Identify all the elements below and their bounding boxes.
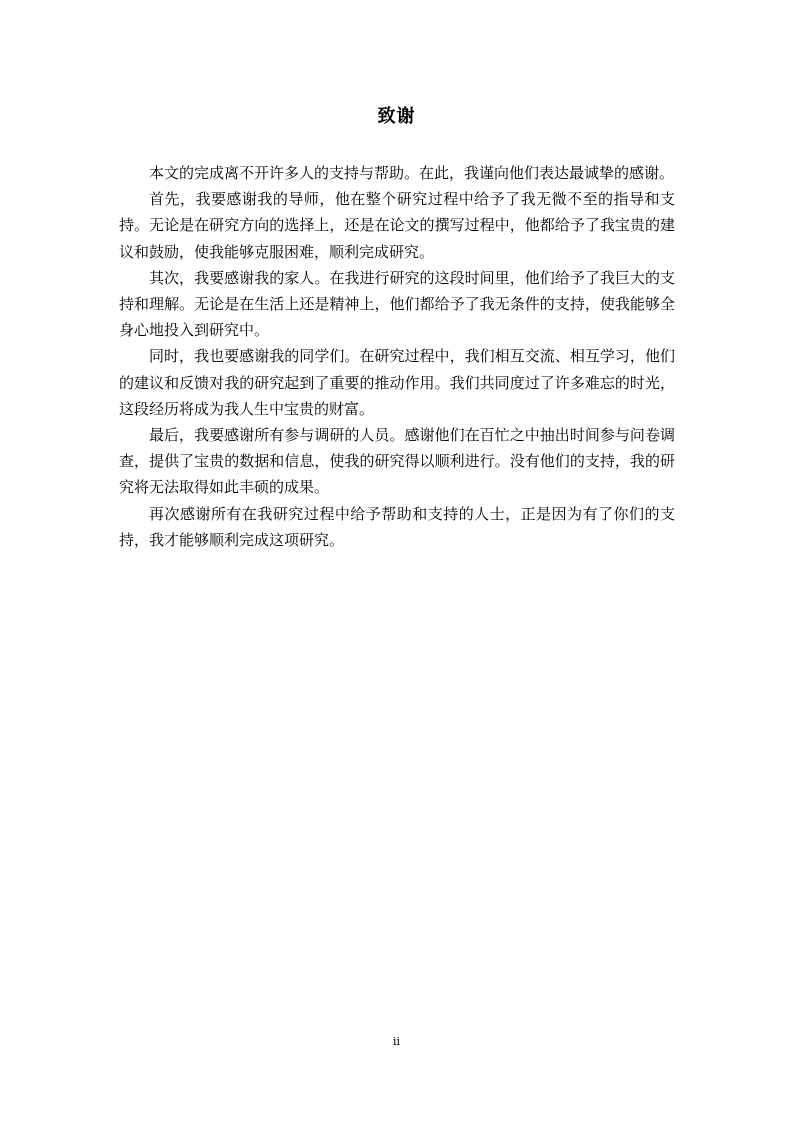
acknowledgement-body: [119, 160, 675, 553]
paragraph-advisor: 首先，我要感谢我的导师，他在整个研究过程中给予了我无微不至的指导和支持。无论是在研究方向的选择上，还是在论文的撰写过程中，他都给予了我宝贵的建议和鼓励，使我能够克服困难，顺利完成研究。: [119, 190, 675, 261]
page-number: ii: [392, 1035, 401, 1048]
paragraph-classmates: 同时，我也要感谢我的同学们。在研究过程中，我们相互交流、相互学习，他们的建议和反馈对我的研究起到了重要的推动作用。我们共同度过了许多难忘的时光，这段经历将成为我人生中宝贵的财富。: [119, 347, 675, 418]
paragraph-intro: 本文的完成离不开许多人的支持与帮助。在此，我谨向他们表达最诚挚的感谢。: [149, 164, 675, 182]
paragraph-closing: 再次感谢所有在我研究过程中给予帮助和支持的人士，正是因为有了你们的支持，我才能够顺利完成这项研究。: [119, 504, 675, 549]
paragraph-participants: 最后，我要感谢所有参与调研的人员。感谢他们在百忙之中抽出时间参与问卷调查，提供了宝贵的数据和信息，使我的研究得以顺利进行。没有他们的支持，我的研究将无法取得如此丰硕的成果。: [119, 426, 675, 497]
paragraph-family: 其次，我要感谢我的家人。在我进行研究的这段时间里，他们给予了我巨大的支持和理解。无论是在生活上还是精神上，他们都给予了我无条件的支持，使我能够全身心地投入到研究中。: [119, 268, 675, 340]
page-title: 致谢: [377, 106, 416, 127]
